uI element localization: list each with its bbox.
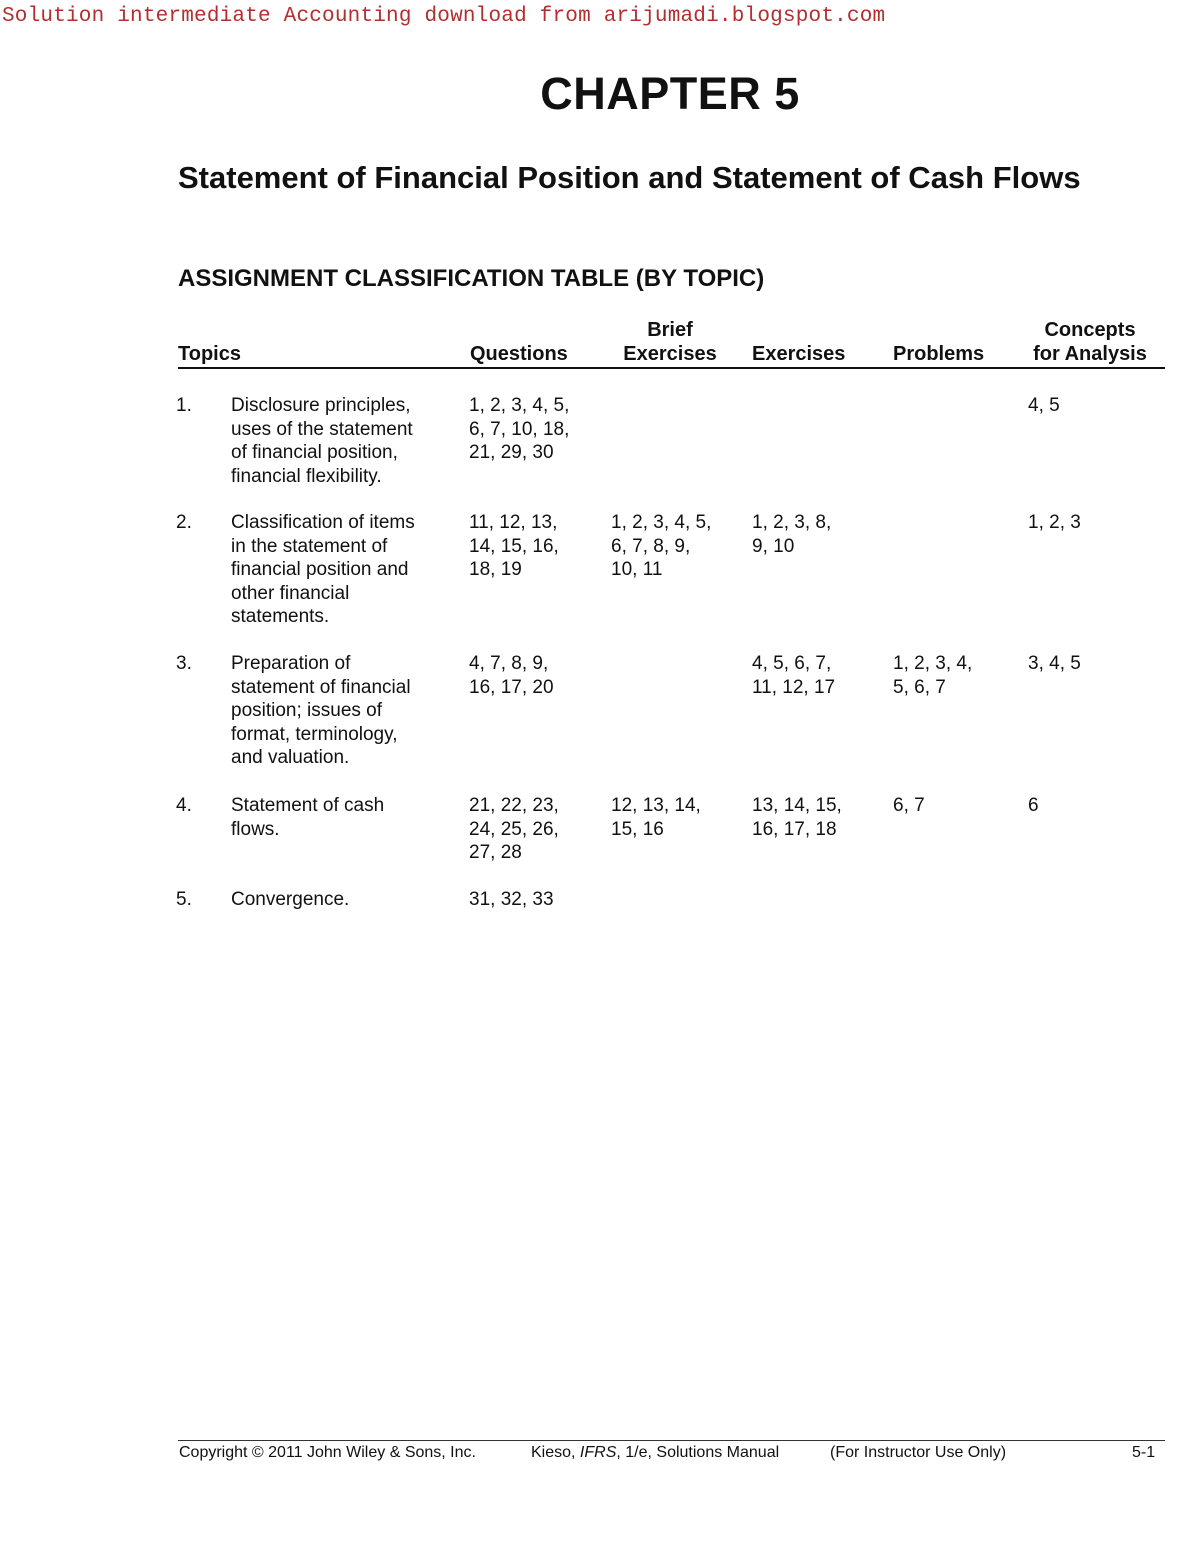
row-concepts: 1, 2, 3	[1028, 512, 1081, 533]
header-rule	[178, 367, 1165, 369]
footer-rule	[178, 1440, 1165, 1441]
footer-book-prefix: Kieso,	[531, 1444, 580, 1461]
row-topic: Statement of cash flows.	[231, 795, 385, 840]
row-number: 1.	[176, 395, 192, 416]
row-concepts: 6	[1028, 795, 1039, 816]
row-questions: 4, 7, 8, 9, 16, 17, 20	[469, 653, 554, 698]
row-topic: Preparation of statement of financial position; issues of format, terminology, and valuation.	[231, 653, 411, 768]
row-topic: Convergence.	[231, 889, 350, 910]
row-number: 5.	[176, 889, 192, 910]
header-concepts-line1: Concepts	[1044, 319, 1136, 341]
row-problems: 1, 2, 3, 4, 5, 6, 7	[893, 653, 973, 698]
header-problems: Problems	[893, 343, 985, 365]
footer-usage: (For Instructor Use Only)	[830, 1444, 1007, 1461]
row-number: 2.	[176, 512, 192, 533]
row-problems: 6, 7	[893, 795, 925, 816]
header-brief-exercises-line2: Exercises	[623, 343, 717, 365]
row-concepts: 4, 5	[1028, 395, 1060, 416]
chapter-title: CHAPTER 5	[540, 68, 800, 119]
row-brief-exercises: 1, 2, 3, 4, 5, 6, 7, 8, 9, 10, 11	[611, 512, 712, 580]
row-questions: 1, 2, 3, 4, 5, 6, 7, 10, 18, 21, 29, 30	[469, 395, 570, 463]
footer-book	[531, 1444, 779, 1462]
header-exercises: Exercises	[752, 343, 846, 365]
header-topics: Topics	[178, 343, 241, 365]
row-number: 4.	[176, 795, 192, 816]
chapter-subtitle: Statement of Financial Position and Statement of Cash Flows	[178, 160, 1081, 195]
row-questions: 11, 12, 13, 14, 15, 16, 18, 19	[469, 512, 559, 580]
row-brief-exercises: 12, 13, 14, 15, 16	[611, 795, 701, 840]
page-number: 5-1	[1132, 1444, 1156, 1461]
row-exercises: 4, 5, 6, 7, 11, 12, 17	[752, 653, 836, 698]
footer-book-italic: IFRS	[579, 1444, 617, 1461]
header-questions: Questions	[470, 343, 568, 365]
header-brief-exercises-line1: Brief	[647, 319, 693, 341]
row-questions: 31, 32, 33	[469, 889, 554, 910]
section-heading: ASSIGNMENT CLASSIFICATION TABLE (BY TOPIC)	[178, 265, 765, 292]
row-topic: Disclosure principles, uses of the statement of financial position, financial flexibility.	[231, 395, 413, 487]
row-topic: Classification of items in the statement of financial position and other financial statements.	[231, 512, 415, 627]
row-exercises: 13, 14, 15, 16, 17, 18	[752, 795, 842, 840]
row-exercises: 1, 2, 3, 8, 9, 10	[752, 512, 832, 557]
row-questions: 21, 22, 23, 24, 25, 26, 27, 28	[469, 795, 559, 863]
row-number: 3.	[176, 653, 192, 674]
header-concepts-line2: for Analysis	[1033, 343, 1147, 365]
row-concepts: 3, 4, 5	[1028, 653, 1081, 674]
watermark-text: Solution intermediate Accounting download from arijumadi.blogspot.com	[2, 5, 886, 28]
footer-copyright: Copyright © 2011 John Wiley & Sons, Inc.	[179, 1444, 476, 1461]
footer-book-suffix: , 1/e, Solutions Manual	[616, 1444, 780, 1461]
